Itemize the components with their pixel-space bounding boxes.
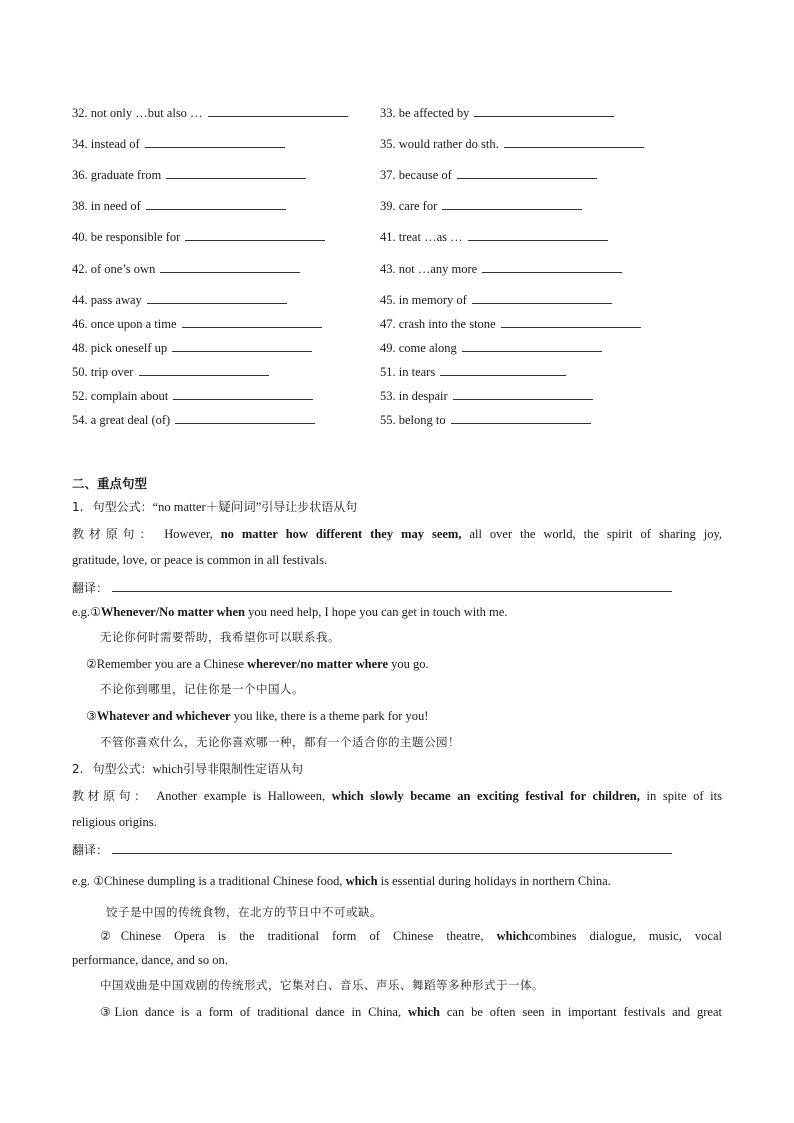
phrase-item [380, 260, 622, 277]
phrase-item [380, 166, 597, 183]
phrase-item [72, 135, 285, 152]
phrase-item [72, 166, 306, 183]
phrase-text: in despair [398, 389, 451, 403]
answer-blank[interactable] [440, 363, 566, 376]
phrase-number: 36. [72, 168, 91, 182]
pattern-2-example-2-cn: 中国戏曲是中国戏剧的传统形式，它集对白、音乐、声乐、舞蹈等多种形式于一体。 [100, 978, 544, 992]
phrase-text: would rather do sth. [398, 137, 502, 151]
pattern-1-original-line2: gratitude, love, or peace is common in all festivals. [72, 553, 328, 567]
answer-blank[interactable] [146, 197, 286, 210]
pattern-2-translate: 翻译： [72, 840, 672, 858]
phrase-number: 40. [72, 230, 91, 244]
phrase-item [72, 339, 312, 356]
phrase-number: 47. [380, 317, 399, 331]
pattern-1-example-3: ③Whatever and whichever you like, there is a theme park for you! [86, 709, 429, 723]
phrase-number: 35. [380, 137, 399, 151]
phrase-item [72, 315, 322, 332]
phrase-number: 51. [380, 365, 399, 379]
answer-blank[interactable] [173, 387, 313, 400]
answer-blank[interactable] [474, 104, 614, 117]
phrase-item [380, 228, 608, 245]
phrase-item [72, 197, 286, 214]
phrase-item [72, 411, 315, 428]
phrase-text: crash into the stone [398, 317, 499, 331]
pattern-1-example-2: ②Remember you are a Chinese wherever/no matter where you go. [86, 657, 429, 671]
phrase-item [72, 104, 348, 121]
phrase-number: 48. [72, 341, 91, 355]
phrase-number: 44. [72, 293, 91, 307]
phrase-text: once upon a time [90, 317, 180, 331]
phrase-text: a great deal (of) [90, 413, 174, 427]
phrase-text: complain about [90, 389, 172, 403]
phrase-number: 39. [380, 199, 399, 213]
answer-blank[interactable] [457, 166, 597, 179]
pattern-1-example-1-cn: 无论你何时需要帮助，我希望你可以联系我。 [100, 630, 340, 644]
phrase-item [380, 291, 612, 308]
phrase-item [72, 228, 325, 245]
pattern-1-translate: 翻译： [72, 578, 672, 596]
phrase-number: 37. [380, 168, 399, 182]
phrase-text: pass away [90, 293, 145, 307]
phrase-item [380, 339, 602, 356]
phrase-item [380, 197, 582, 214]
phrase-item [380, 363, 566, 380]
answer-blank[interactable] [482, 260, 622, 273]
phrase-number: 33. [380, 106, 399, 120]
phrase-number: 38. [72, 199, 91, 213]
phrase-number: 43. [380, 262, 399, 276]
phrase-item [380, 315, 641, 332]
phrase-item [72, 363, 269, 380]
phrase-text: in memory of [398, 293, 470, 307]
phrase-number: 53. [380, 389, 399, 403]
pattern-2-original-line2: religious origins. [72, 815, 157, 829]
pattern-2-example-1-cn: 饺子是中国的传统食物，在北方的节日中不可或缺。 [106, 905, 382, 919]
answer-blank[interactable] [185, 228, 325, 241]
pattern-2-heading: 2. 句型公式：which引导非限制性定语从句 [72, 762, 304, 776]
answer-blank[interactable] [175, 411, 315, 424]
phrase-number: 42. [72, 262, 91, 276]
answer-blank[interactable] [468, 228, 608, 241]
translate-blank-1[interactable] [112, 578, 672, 592]
answer-blank[interactable] [451, 411, 591, 424]
phrase-text: instead of [90, 137, 143, 151]
phrase-text: care for [398, 199, 441, 213]
phrase-item [380, 411, 591, 428]
phrase-text: trip over [90, 365, 137, 379]
answer-blank[interactable] [462, 339, 602, 352]
phrase-number: 41. [380, 230, 399, 244]
pattern-1-example-3-cn: 不管你喜欢什么，无论你喜欢哪一种，都有一个适合你的主题公园！ [100, 735, 460, 749]
phrase-number: 52. [72, 389, 91, 403]
pattern-1-example-1: e.g.①Whenever/No matter when you need help, I hope you can get in touch with me. [72, 605, 508, 619]
phrase-text: pick oneself up [90, 341, 171, 355]
phrase-number: 46. [72, 317, 91, 331]
answer-blank[interactable] [182, 315, 322, 328]
answer-blank[interactable] [472, 291, 612, 304]
phrase-number: 49. [380, 341, 399, 355]
phrase-item [72, 260, 300, 277]
phrase-item [380, 135, 644, 152]
translate-blank-2[interactable] [112, 840, 672, 854]
phrase-number: 32. [72, 106, 91, 120]
phrase-item [380, 104, 614, 121]
pattern-2-example-3: ③Lion dance is a form of traditional dance in China, which can be often seen in important festivals and great [100, 1005, 723, 1019]
phrase-text: be affected by [398, 106, 473, 120]
answer-blank[interactable] [145, 135, 285, 148]
answer-blank[interactable] [442, 197, 582, 210]
pattern-2-original-sentence: 教材原句： Another example is Halloween, which slowly became an exciting festival for children, in spite of its [72, 789, 722, 803]
section-title: 二、重点句型 [72, 476, 148, 491]
phrase-number: 54. [72, 413, 91, 427]
phrase-text: treat …as … [398, 230, 466, 244]
phrase-text: not …any more [398, 262, 481, 276]
phrase-text: belong to [398, 413, 449, 427]
answer-blank[interactable] [504, 135, 644, 148]
phrase-text: in need of [90, 199, 144, 213]
phrase-text: come along [398, 341, 460, 355]
pattern-1-example-2-cn: 不论你到哪里，记住你是一个中国人。 [100, 682, 304, 696]
answer-blank[interactable] [208, 104, 348, 117]
pattern-1-original-sentence: 教材原句： However, no matter how different they may seem, all over the world, the spirit of sharing joy, [72, 527, 723, 541]
phrase-item [380, 387, 593, 404]
answer-blank[interactable] [501, 315, 641, 328]
phrase-number: 45. [380, 293, 399, 307]
answer-blank[interactable] [453, 387, 593, 400]
phrase-text: graduate from [90, 168, 165, 182]
pattern-2-example-1: e.g. ①Chinese dumpling is a traditional Chinese food, which is essential during holidays in northern China. [72, 874, 611, 888]
phrase-number: 55. [380, 413, 399, 427]
pattern-1-heading: 1. 句型公式：“no matter＋疑问词”引导让步状语从句 [72, 500, 358, 514]
phrase-text: not only …but also … [90, 106, 206, 120]
phrase-item [72, 387, 313, 404]
phrase-text: in tears [398, 365, 439, 379]
answer-blank[interactable] [147, 291, 287, 304]
phrase-text: of one’s own [90, 262, 159, 276]
phrase-number: 50. [72, 365, 91, 379]
phrase-number: 34. [72, 137, 91, 151]
phrase-text: because of [398, 168, 455, 182]
pattern-2-example-2-line2: performance, dance, and so on. [72, 953, 228, 967]
answer-blank[interactable] [166, 166, 306, 179]
phrase-text: be responsible for [90, 230, 184, 244]
answer-blank[interactable] [172, 339, 312, 352]
answer-blank[interactable] [160, 260, 300, 273]
phrase-item [72, 291, 287, 308]
answer-blank[interactable] [139, 363, 269, 376]
pattern-2-example-2: ②Chinese Opera is the traditional form of Chinese theatre, whichcombines dialogue, music, vocal [100, 929, 722, 943]
